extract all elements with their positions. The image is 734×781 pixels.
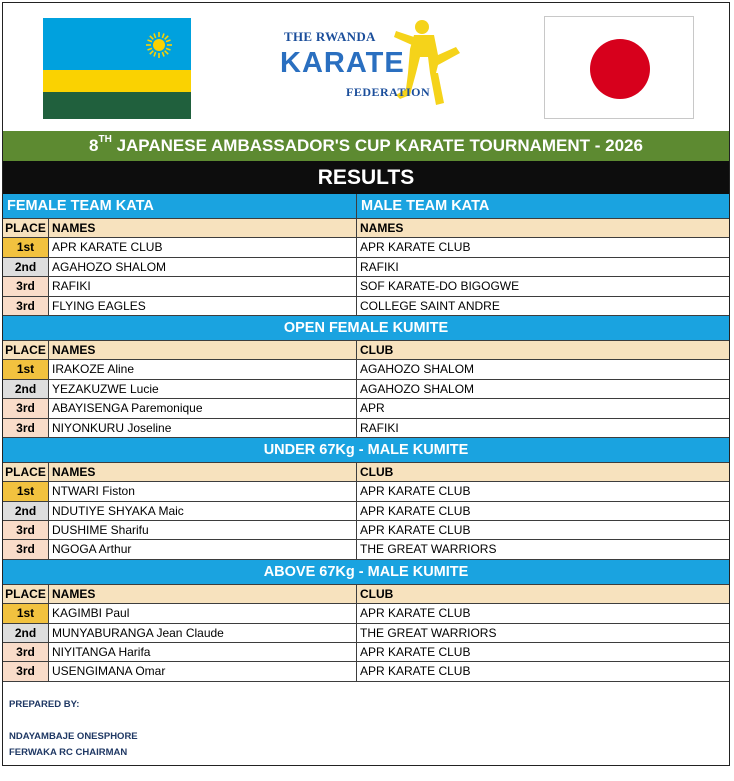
table-row xyxy=(3,604,729,623)
title-ordinal: 8 xyxy=(89,136,99,155)
place-cell: 3rd xyxy=(3,521,49,539)
name-cell: NGOGA Arthur xyxy=(49,540,357,558)
club-cell: APR KARATE CLUB xyxy=(360,503,471,518)
name-cell: COLLEGE SAINT ANDRE xyxy=(360,298,500,313)
place-cell: 3rd xyxy=(3,297,49,315)
name-cell: NDUTIYE SHYAKA Maic xyxy=(49,502,357,520)
col-place: PLACE xyxy=(3,341,49,359)
table-row xyxy=(3,258,729,277)
place-cell: 2nd xyxy=(3,502,49,520)
female-team-kata-title: FEMALE TEAM KATA xyxy=(3,194,357,218)
preparer-role: FERWAKA RC CHAIRMAN xyxy=(9,747,128,758)
club-cell: APR KARATE CLUB xyxy=(360,606,471,621)
name-cell: NTWARI Fiston xyxy=(49,482,357,500)
place-cell: 3rd xyxy=(3,662,49,680)
header xyxy=(3,3,729,129)
place-cell: 2nd xyxy=(3,380,49,398)
name-cell: YEZAKUZWE Lucie xyxy=(49,380,357,398)
name-cell: KAGIMBI Paul xyxy=(49,604,357,622)
place-cell: 3rd xyxy=(3,643,49,661)
rising-sun-disc xyxy=(590,39,650,99)
name-cell: DUSHIME Sharifu xyxy=(49,521,357,539)
male-team-kata-title: MALE TEAM KATA xyxy=(361,198,490,214)
place-cell: 3rd xyxy=(3,540,49,558)
name-cell: MUNYABURANGA Jean Claude xyxy=(49,624,357,642)
place-cell: 3rd xyxy=(3,419,49,437)
club-cell: APR KARATE CLUB xyxy=(360,484,471,499)
col-place: PLACE xyxy=(3,585,49,603)
col-names: NAMES xyxy=(49,219,357,237)
kata-section-header xyxy=(3,194,729,219)
club-cell: APR KARATE CLUB xyxy=(360,645,471,660)
col-club: CLUB xyxy=(360,342,394,357)
prepared-by-label: PREPARED BY: xyxy=(9,699,80,710)
table-row xyxy=(3,297,729,316)
name-cell: RAFIKI xyxy=(360,259,399,274)
table-header-row xyxy=(3,219,729,238)
club-cell: APR xyxy=(360,401,385,416)
col-names: NAMES xyxy=(360,221,404,235)
section-title: OPEN FEMALE KUMITE xyxy=(3,316,729,341)
results-heading: RESULTS xyxy=(3,161,729,194)
name-cell: NIYITANGA Harifa xyxy=(49,643,357,661)
table-header-row xyxy=(3,585,729,604)
table-row xyxy=(3,624,729,643)
name-cell: APR KARATE CLUB xyxy=(360,240,471,255)
preparer-name: NDAYAMBAJE ONESPHORE xyxy=(9,731,138,742)
name-cell: RAFIKI xyxy=(49,277,357,295)
club-cell: THE GREAT WARRIORS xyxy=(360,542,497,557)
name-cell: IRAKOZE Aline xyxy=(49,360,357,378)
rwanda-flag xyxy=(43,18,191,119)
table-header-row xyxy=(3,463,729,482)
federation-logo xyxy=(276,19,466,109)
place-cell: 1st xyxy=(3,238,49,256)
table-row xyxy=(3,277,729,296)
section-title: ABOVE 67Kg - MALE KUMITE xyxy=(3,560,729,585)
table-row xyxy=(3,380,729,399)
table-row xyxy=(3,540,729,559)
table-row xyxy=(3,360,729,379)
col-place: PLACE xyxy=(3,463,49,481)
club-cell: AGAHOZO SHALOM xyxy=(360,381,475,396)
table-row xyxy=(3,419,729,438)
section-title: UNDER 67Kg - MALE KUMITE xyxy=(3,438,729,463)
logo-main-text: KARATE xyxy=(280,47,405,79)
club-cell: RAFIKI xyxy=(360,420,399,435)
tournament-title xyxy=(3,131,729,161)
col-place: PLACE xyxy=(3,219,49,237)
name-cell: APR KARATE CLUB xyxy=(49,238,357,256)
name-cell: NIYONKURU Joseline xyxy=(49,419,357,437)
place-cell: 3rd xyxy=(3,277,49,295)
col-club: CLUB xyxy=(360,586,394,601)
place-cell: 1st xyxy=(3,482,49,500)
table-row xyxy=(3,521,729,540)
place-cell: 2nd xyxy=(3,258,49,276)
name-cell: AGAHOZO SHALOM xyxy=(49,258,357,276)
title-ordinal-suffix: TH xyxy=(98,134,112,145)
title-text: JAPANESE AMBASSADOR'S CUP KARATE TOURNAMENT - 2026 xyxy=(116,136,643,155)
results-table xyxy=(3,194,729,682)
table-header-row xyxy=(3,341,729,360)
place-cell: 1st xyxy=(3,360,49,378)
col-names: NAMES xyxy=(49,341,357,359)
logo-top-text: THE RWANDA xyxy=(284,29,376,44)
table-row xyxy=(3,502,729,521)
club-cell: APR KARATE CLUB xyxy=(360,664,471,679)
table-row xyxy=(3,482,729,501)
table-row xyxy=(3,399,729,418)
col-club: CLUB xyxy=(360,464,394,479)
sun-icon xyxy=(145,31,173,59)
name-cell: USENGIMANA Omar xyxy=(49,662,357,680)
name-cell: ABAYISENGA Paremonique xyxy=(49,399,357,417)
place-cell: 2nd xyxy=(3,624,49,642)
name-cell: FLYING EAGLES xyxy=(49,297,357,315)
club-cell: THE GREAT WARRIORS xyxy=(360,625,497,640)
table-row xyxy=(3,643,729,662)
col-names: NAMES xyxy=(49,585,357,603)
name-cell: SOF KARATE-DO BIGOGWE xyxy=(360,279,520,294)
club-cell: APR KARATE CLUB xyxy=(360,523,471,538)
place-cell: 3rd xyxy=(3,399,49,417)
japan-flag xyxy=(544,16,694,119)
results-sheet xyxy=(2,2,730,766)
club-cell: AGAHOZO SHALOM xyxy=(360,362,475,377)
place-cell: 1st xyxy=(3,604,49,622)
table-row xyxy=(3,238,729,257)
table-row xyxy=(3,662,729,681)
logo-bottom-text: FEDERATION xyxy=(346,85,431,99)
col-names: NAMES xyxy=(49,463,357,481)
